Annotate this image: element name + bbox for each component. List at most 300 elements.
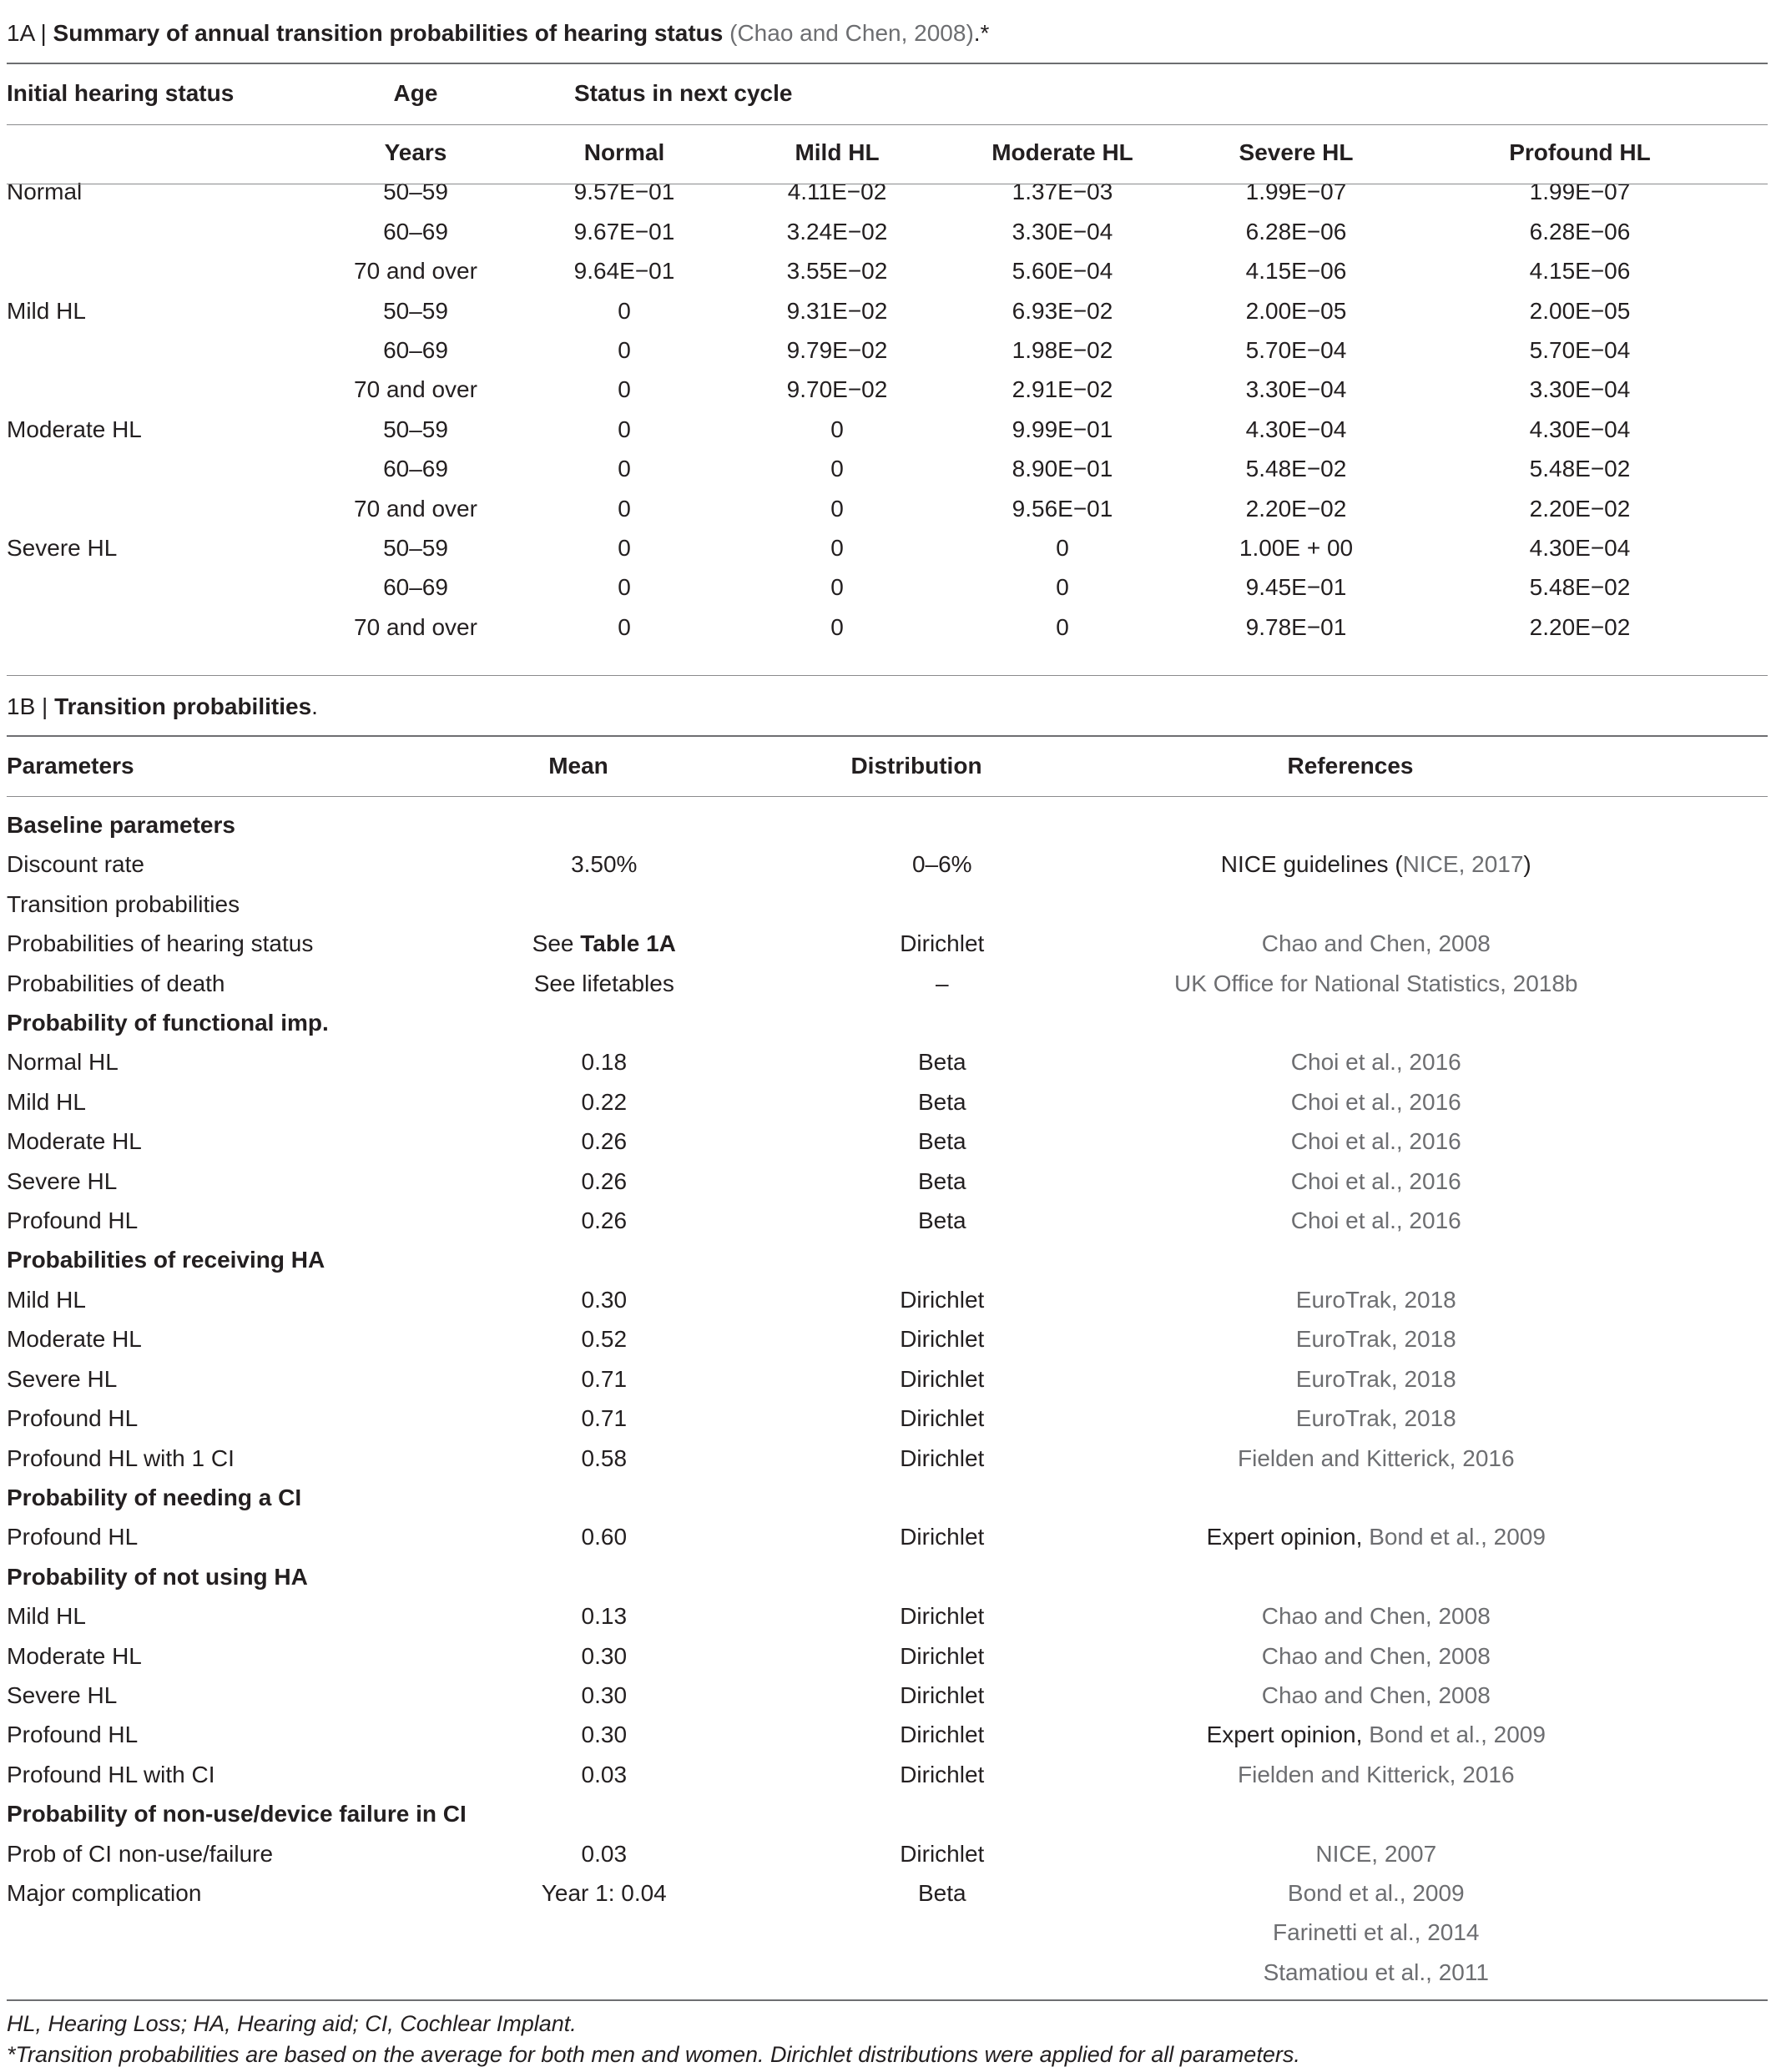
- reference-citation-link[interactable]: UK Office for National Statistics, 2018b: [1174, 970, 1578, 996]
- cell-reference: [1143, 1319, 1610, 1359]
- cell-distribution: Dirichlet: [900, 1405, 985, 1432]
- cell-normal: 0: [618, 456, 631, 482]
- cell-mean: 0.30: [581, 1642, 628, 1669]
- cell-mild-hl: 0: [830, 574, 844, 601]
- table-row: [7, 844, 1610, 884]
- cell-mean: 0.30: [581, 1286, 628, 1313]
- cell-normal: 9.64E−01: [573, 258, 675, 285]
- table-1b-top-rule: [7, 735, 1768, 737]
- cell-reference: [1143, 1953, 1610, 1992]
- cell-mild-hl: 0: [830, 613, 844, 640]
- cell-reference: [1143, 964, 1610, 1003]
- cell-initial-status: Moderate HL: [7, 416, 142, 442]
- cell-reference: [1143, 1794, 1610, 1833]
- table-row: [7, 924, 1610, 963]
- cell-mean: [467, 1557, 742, 1596]
- cell-mean: 0.71: [581, 1365, 628, 1392]
- table-row: [7, 1399, 1610, 1438]
- cell-distribution: Dirichlet: [900, 1444, 985, 1471]
- header-mean: Mean: [548, 753, 608, 779]
- table-row: [7, 1873, 1610, 1913]
- cell-normal: 9.57E−01: [573, 179, 675, 205]
- cell-distribution: Dirichlet: [900, 1761, 985, 1787]
- table-1a-source: (Chao and Chen, 2008): [729, 20, 974, 46]
- cell-mild-hl: 4.11E−02: [787, 179, 887, 205]
- cell-mean: 0.58: [581, 1444, 628, 1471]
- cell-mild-hl: 0: [830, 495, 844, 522]
- table-1b-caption: [7, 693, 318, 721]
- cell-distribution: [742, 885, 1143, 924]
- cell-moderate-hl: 9.56E−01: [1012, 495, 1113, 522]
- cell-distribution: Beta: [917, 1049, 966, 1076]
- table-1b-header-rule: [7, 796, 1768, 797]
- header-parameters: Parameters: [7, 753, 134, 779]
- cell-reference: [1143, 1517, 1610, 1556]
- cell-mean: 0.30: [581, 1722, 628, 1748]
- cell-distribution: Dirichlet: [900, 1524, 985, 1550]
- table-row: [7, 212, 1768, 251]
- cell-distribution: Beta: [917, 1879, 966, 1906]
- table-1a-top-rule: [7, 63, 1768, 64]
- cell-reference: [1143, 1715, 1610, 1754]
- cell-distribution: Dirichlet: [900, 1286, 985, 1313]
- cell-mean: 0.18: [581, 1049, 628, 1076]
- cell-initial-status: [7, 251, 332, 290]
- cell-mean: 0.26: [581, 1167, 628, 1194]
- reference-citation-link[interactable]: EuroTrak, 2018: [1295, 1365, 1456, 1392]
- cell-initial-status: [7, 567, 332, 607]
- reference-citation-link[interactable]: Chao and Chen, 2008: [1261, 1603, 1491, 1630]
- cell-parameter: Moderate HL: [7, 1326, 142, 1353]
- cell-mild-hl: 0: [830, 416, 844, 442]
- cell-mild-hl: 0: [830, 535, 844, 562]
- header-status-next-cycle: Status in next cycle: [574, 80, 793, 106]
- table-1a-label: 1A |: [7, 20, 47, 46]
- section-heading: Probability of functional imp.: [7, 1010, 329, 1036]
- header-years: Years: [384, 139, 447, 165]
- table-row: [7, 1280, 1610, 1319]
- mean-text: See: [532, 930, 581, 957]
- cell-moderate-hl: 1.98E−02: [1012, 337, 1113, 364]
- cell-parameter: Moderate HL: [7, 1128, 142, 1155]
- cell-parameter: Major complication: [7, 1879, 202, 1906]
- table-row: [7, 1478, 1610, 1517]
- cell-normal: 0: [618, 297, 631, 324]
- cell-reference: [1143, 844, 1610, 884]
- cell-age: 50–59: [383, 535, 448, 562]
- cell-reference: [1143, 1280, 1610, 1319]
- cell-distribution: Dirichlet: [900, 1326, 985, 1353]
- reference-citation-link[interactable]: Bond et al., 2009: [1369, 1722, 1546, 1748]
- cell-severe-hl: 1.99E−07: [1245, 179, 1347, 205]
- cell-parameter: Mild HL: [7, 1603, 86, 1630]
- cell-distribution: Beta: [917, 1088, 966, 1115]
- table-1b-bottom-rule: [7, 1999, 1768, 2001]
- header-initial-status: Initial hearing status: [7, 80, 235, 106]
- cell-parameter: Moderate HL: [7, 1642, 142, 1669]
- reference-citation-link[interactable]: Farinetti et al., 2014: [1273, 1919, 1480, 1946]
- cell-distribution: [742, 1794, 1143, 1833]
- cell-parameter: [7, 1953, 467, 1992]
- reference-text: Expert opinion,: [1206, 1722, 1370, 1748]
- table-1b-title: Transition probabilities: [54, 693, 312, 719]
- cell-profound-hl: 2.20E−02: [1529, 613, 1631, 640]
- cell-reference: [1143, 1399, 1610, 1438]
- cell-normal: 0: [618, 416, 631, 442]
- header-moderate-hl: Moderate HL: [991, 139, 1133, 165]
- table-row: [7, 1794, 1610, 1833]
- table-row: [7, 410, 1768, 449]
- table-1a-header-1: [7, 73, 1000, 113]
- header-profound-hl: Profound HL: [1509, 139, 1651, 165]
- cell-reference: [1143, 1003, 1610, 1042]
- cell-normal: 0: [618, 337, 631, 364]
- cell-distribution: Dirichlet: [900, 1365, 985, 1392]
- cell-reference: [1143, 1557, 1610, 1596]
- cell-parameter: Mild HL: [7, 1088, 86, 1115]
- reference-citation-link[interactable]: Fielden and Kitterick, 2016: [1238, 1761, 1515, 1787]
- cell-initial-status: [7, 330, 332, 370]
- table-row: [7, 805, 1610, 844]
- cell-parameter: Severe HL: [7, 1167, 118, 1194]
- cell-moderate-hl: 1.37E−03: [1012, 179, 1113, 205]
- cell-mild-hl: 3.55E−02: [786, 258, 888, 285]
- cell-moderate-hl: 0: [1056, 535, 1069, 562]
- cell-age: 70 and over: [354, 495, 477, 522]
- table-row: [7, 1042, 1610, 1081]
- cell-parameter: Profound HL: [7, 1524, 139, 1550]
- cell-age: 50–59: [383, 179, 448, 205]
- cell-normal: 0: [618, 613, 631, 640]
- table-row: [7, 1082, 1610, 1122]
- cell-distribution: Beta: [917, 1207, 966, 1234]
- reference-citation-link[interactable]: Choi et al., 2016: [1290, 1088, 1461, 1115]
- header-normal: Normal: [583, 139, 665, 165]
- cell-moderate-hl: 6.93E−02: [1012, 297, 1113, 324]
- table-row: [7, 251, 1768, 290]
- table-row: [7, 567, 1768, 607]
- table-row: [7, 1359, 1610, 1399]
- cell-moderate-hl: 9.99E−01: [1012, 416, 1113, 442]
- table-row: [7, 1636, 1610, 1676]
- header-references: References: [1287, 753, 1414, 779]
- reference-citation-link[interactable]: Chao and Chen, 2008: [1261, 1681, 1491, 1708]
- cell-distribution: [742, 1913, 1143, 1952]
- table-row: [7, 370, 1768, 409]
- cell-mean: 0.13: [581, 1603, 628, 1630]
- reference-citation-link[interactable]: Choi et al., 2016: [1290, 1167, 1461, 1194]
- cell-parameter: Severe HL: [7, 1365, 118, 1392]
- cell-mild-hl: 3.24E−02: [786, 218, 888, 245]
- cell-distribution: [742, 1953, 1143, 1992]
- table-1a-title: Summary of annual transition probabilities of hearing status: [53, 20, 724, 46]
- table-row: [7, 964, 1610, 1003]
- cell-parameter: [7, 1913, 467, 1952]
- table-row: [7, 330, 1768, 370]
- cell-age: 50–59: [383, 416, 448, 442]
- cell-distribution: [742, 1003, 1143, 1042]
- table-row: [7, 291, 1768, 330]
- cell-mean: [467, 1003, 742, 1042]
- table-row: [7, 1122, 1610, 1161]
- cell-parameter: Normal HL: [7, 1049, 119, 1076]
- table-1a: [7, 133, 1768, 647]
- cell-mean: 3.50%: [571, 851, 638, 878]
- cell-parameter: Transition probabilities: [7, 890, 240, 917]
- cell-age: 70 and over: [354, 613, 477, 640]
- cell-profound-hl: 2.20E−02: [1529, 495, 1631, 522]
- table-row: [7, 1439, 1610, 1478]
- cell-distribution: Dirichlet: [900, 1840, 985, 1867]
- cell-profound-hl: 4.15E−06: [1529, 258, 1631, 285]
- cell-reference: [1143, 1240, 1610, 1279]
- cell-parameter: Profound HL: [7, 1207, 139, 1234]
- cell-distribution: Dirichlet: [900, 1642, 985, 1669]
- table-1b-header: [7, 746, 1584, 785]
- cell-mild-hl: 9.31E−02: [786, 297, 888, 324]
- reference-citation-link[interactable]: Choi et al., 2016: [1290, 1049, 1461, 1076]
- reference-citation-link[interactable]: NICE, 2007: [1315, 1840, 1437, 1867]
- cell-distribution: [742, 1478, 1143, 1517]
- cell-mean: 0.60: [581, 1524, 628, 1550]
- reference-citation-link[interactable]: Chao and Chen, 2008: [1261, 1642, 1491, 1669]
- section-heading: Probability of not using HA: [7, 1563, 308, 1590]
- cell-mean: Year 1: 0.04: [541, 1879, 667, 1906]
- cell-reference: [1143, 805, 1610, 844]
- table-row: [7, 1003, 1610, 1042]
- cell-profound-hl: 5.70E−04: [1529, 337, 1631, 364]
- cell-mean: 0.03: [581, 1840, 628, 1867]
- cell-moderate-hl: 3.30E−04: [1012, 218, 1113, 245]
- cell-profound-hl: 5.48E−02: [1529, 456, 1631, 482]
- cell-reference: [1143, 1873, 1610, 1913]
- cell-age: 60–69: [383, 574, 448, 601]
- cell-severe-hl: 5.70E−04: [1245, 337, 1347, 364]
- reference-text: Expert opinion,: [1206, 1524, 1370, 1550]
- cell-reference: [1143, 1676, 1610, 1715]
- cell-profound-hl: 4.30E−04: [1529, 416, 1631, 442]
- table-row: [7, 885, 1610, 924]
- cell-mild-hl: 9.70E−02: [786, 376, 888, 403]
- table-row: [7, 1676, 1610, 1715]
- cell-profound-hl: 1.99E−07: [1529, 179, 1631, 205]
- cell-severe-hl: 2.00E−05: [1245, 297, 1347, 324]
- cell-parameter: Profound HL: [7, 1405, 139, 1432]
- cell-severe-hl: 4.30E−04: [1245, 416, 1347, 442]
- table-row: [7, 1240, 1610, 1279]
- reference-citation-link[interactable]: Choi et al., 2016: [1290, 1128, 1461, 1155]
- cell-reference: [1143, 1201, 1610, 1240]
- header-distribution: Distribution: [850, 753, 982, 779]
- cell-initial-status: Severe HL: [7, 535, 118, 562]
- table-row: [7, 1517, 1610, 1556]
- cell-distribution: Beta: [917, 1167, 966, 1194]
- reference-paren-close: ): [1523, 851, 1531, 878]
- cell-distribution: Dirichlet: [900, 930, 985, 957]
- cell-mean: 0.26: [581, 1128, 628, 1155]
- cell-severe-hl: 3.30E−04: [1245, 376, 1347, 403]
- reference-citation-link[interactable]: EuroTrak, 2018: [1295, 1405, 1456, 1432]
- cell-reference: [1143, 1755, 1610, 1794]
- cell-severe-hl: 9.78E−01: [1245, 613, 1347, 640]
- cell-reference: [1143, 924, 1610, 963]
- cell-age: 60–69: [383, 337, 448, 364]
- cell-normal: 0: [618, 376, 631, 403]
- cell-normal: 9.67E−01: [573, 218, 675, 245]
- table-row: [7, 449, 1768, 488]
- cell-mild-hl: 9.79E−02: [786, 337, 888, 364]
- cell-mean: [467, 1478, 742, 1517]
- table-1a-link[interactable]: Table 1A: [580, 930, 676, 957]
- cell-mean: 0.03: [581, 1761, 628, 1787]
- cell-mild-hl: 0: [830, 456, 844, 482]
- reference-citation-link[interactable]: Bond et al., 2009: [1369, 1524, 1546, 1550]
- cell-moderate-hl: 0: [1056, 574, 1069, 601]
- reference-citation-link[interactable]: Fielden and Kitterick, 2016: [1238, 1444, 1515, 1471]
- cell-profound-hl: 6.28E−06: [1529, 218, 1631, 245]
- cell-mean: [467, 1953, 742, 1992]
- cell-distribution: Beta: [917, 1128, 966, 1155]
- table-row: [7, 1953, 1610, 1992]
- cell-reference: [1143, 1913, 1610, 1952]
- table-1b-label: 1B |: [7, 693, 48, 719]
- cell-parameter: Profound HL with 1 CI: [7, 1444, 235, 1471]
- table-row: [7, 1319, 1610, 1359]
- cell-reference: [1143, 1359, 1610, 1399]
- cell-mean: 0.52: [581, 1326, 628, 1353]
- reference-text: NICE guidelines: [1220, 851, 1389, 878]
- cell-initial-status: Normal: [7, 179, 83, 205]
- cell-distribution: [742, 1557, 1143, 1596]
- cell-distribution: Dirichlet: [900, 1603, 985, 1630]
- cell-initial-status: [7, 449, 332, 488]
- cell-parameter: Discount rate: [7, 851, 144, 878]
- cell-mean: [467, 1240, 742, 1279]
- cell-distribution: Dirichlet: [900, 1722, 985, 1748]
- cell-normal: 0: [618, 535, 631, 562]
- header-severe-hl: Severe HL: [1239, 139, 1354, 165]
- cell-age: 70 and over: [354, 376, 477, 403]
- cell-parameter: Mild HL: [7, 1286, 86, 1313]
- section-heading: Baseline parameters: [7, 812, 235, 838]
- cell-reference: [1143, 1596, 1610, 1636]
- cell-initial-status: [7, 370, 332, 409]
- cell-age: 50–59: [383, 297, 448, 324]
- section-heading: Probability of non-use/device failure in CI: [7, 1801, 467, 1827]
- cell-mean: 0.71: [581, 1405, 628, 1432]
- table-row: [7, 607, 1768, 647]
- cell-mean: 0.26: [581, 1207, 628, 1234]
- cell-mean: 0.30: [581, 1681, 628, 1708]
- cell-parameter: Profound HL with CI: [7, 1761, 215, 1787]
- cell-normal: 0: [618, 495, 631, 522]
- cell-reference: [1143, 1478, 1610, 1517]
- cell-severe-hl: 6.28E−06: [1245, 218, 1347, 245]
- reference-citation-link[interactable]: Bond et al., 2009: [1287, 1879, 1465, 1906]
- cell-parameter: Probabilities of hearing status: [7, 930, 314, 957]
- cell-reference: [1143, 1162, 1610, 1201]
- cell-moderate-hl: 0: [1056, 613, 1069, 640]
- cell-severe-hl: 4.15E−06: [1245, 258, 1347, 285]
- cell-profound-hl: 2.00E−05: [1529, 297, 1631, 324]
- section-heading: Probability of needing a CI: [7, 1484, 302, 1510]
- cell-severe-hl: 5.48E−02: [1245, 456, 1347, 482]
- cell-age: 60–69: [383, 456, 448, 482]
- cell-severe-hl: 1.00E + 00: [1239, 535, 1354, 562]
- cell-profound-hl: 5.48E−02: [1529, 574, 1631, 601]
- header-mild-hl: Mild HL: [795, 139, 880, 165]
- cell-reference: [1143, 1042, 1610, 1081]
- cell-normal: 0: [618, 574, 631, 601]
- cell-parameter: Profound HL: [7, 1722, 139, 1748]
- reference-paren-open: (: [1388, 851, 1403, 878]
- cell-reference: [1143, 1636, 1610, 1676]
- cell-parameter: Prob of CI non-use/failure: [7, 1840, 274, 1867]
- reference-citation-link[interactable]: EuroTrak, 2018: [1295, 1326, 1456, 1353]
- cell-distribution: –: [935, 970, 949, 996]
- table-1a-suffix: .*: [973, 20, 990, 46]
- cell-mean: [467, 885, 742, 924]
- reference-citation-link[interactable]: Choi et al., 2016: [1290, 1207, 1461, 1234]
- cell-initial-status: [7, 212, 332, 251]
- reference-citation-link[interactable]: EuroTrak, 2018: [1295, 1286, 1456, 1313]
- cell-reference: [1143, 1122, 1610, 1161]
- cell-reference: [1143, 1439, 1610, 1478]
- cell-mean: [467, 805, 742, 844]
- cell-mean: 0.22: [581, 1088, 628, 1115]
- reference-citation-link[interactable]: NICE, 2017: [1402, 851, 1524, 878]
- cell-distribution: 0–6%: [911, 851, 972, 878]
- table-row: [7, 1913, 1610, 1952]
- table-row: [7, 528, 1768, 567]
- table-row: [7, 489, 1768, 528]
- table-1a-mid-rule: [7, 124, 1768, 125]
- cell-distribution: [742, 805, 1143, 844]
- table-row: [7, 1715, 1610, 1754]
- header-age: Age: [393, 80, 438, 106]
- reference-citation-link[interactable]: Stamatiou et al., 2011: [1263, 1959, 1489, 1985]
- cell-reference: [1143, 1834, 1610, 1873]
- cell-initial-status: Mild HL: [7, 297, 86, 324]
- table-row: [7, 1201, 1610, 1240]
- cell-distribution: Dirichlet: [900, 1681, 985, 1708]
- table-row: [7, 1162, 1610, 1201]
- cell-initial-status: [7, 489, 332, 528]
- cell-mean: [467, 1794, 742, 1833]
- table-row: [7, 1834, 1610, 1873]
- cell-initial-status: [7, 607, 332, 647]
- cell-age: 60–69: [383, 218, 448, 245]
- reference-citation-link[interactable]: Chao and Chen, 2008: [1261, 930, 1491, 957]
- cell-severe-hl: 2.20E−02: [1245, 495, 1347, 522]
- cell-mean: [467, 924, 742, 963]
- table-row: [7, 1557, 1610, 1596]
- table-1b: [7, 805, 1610, 1992]
- footnote-transition-note: *Transition probabilities are based on the average for both men and women. Dirichlet distributions were applied for all parameters.: [7, 2042, 1300, 2067]
- table-1a-caption: [7, 19, 989, 48]
- cell-moderate-hl: 2.91E−02: [1012, 376, 1113, 403]
- table-row: [7, 1596, 1610, 1636]
- cell-moderate-hl: 8.90E−01: [1012, 456, 1113, 482]
- cell-profound-hl: 3.30E−04: [1529, 376, 1631, 403]
- cell-reference: [1143, 885, 1610, 924]
- cell-reference: [1143, 1082, 1610, 1122]
- cell-parameter: Probabilities of death: [7, 970, 225, 996]
- footnote-abbreviations: HL, Hearing Loss; HA, Hearing aid; CI, Cochlear Implant.: [7, 2011, 577, 2036]
- table-1a-bottom-rule: [7, 675, 1768, 676]
- section-heading: Probabilities of receiving HA: [7, 1247, 325, 1273]
- table-1b-suffix: .: [311, 693, 318, 719]
